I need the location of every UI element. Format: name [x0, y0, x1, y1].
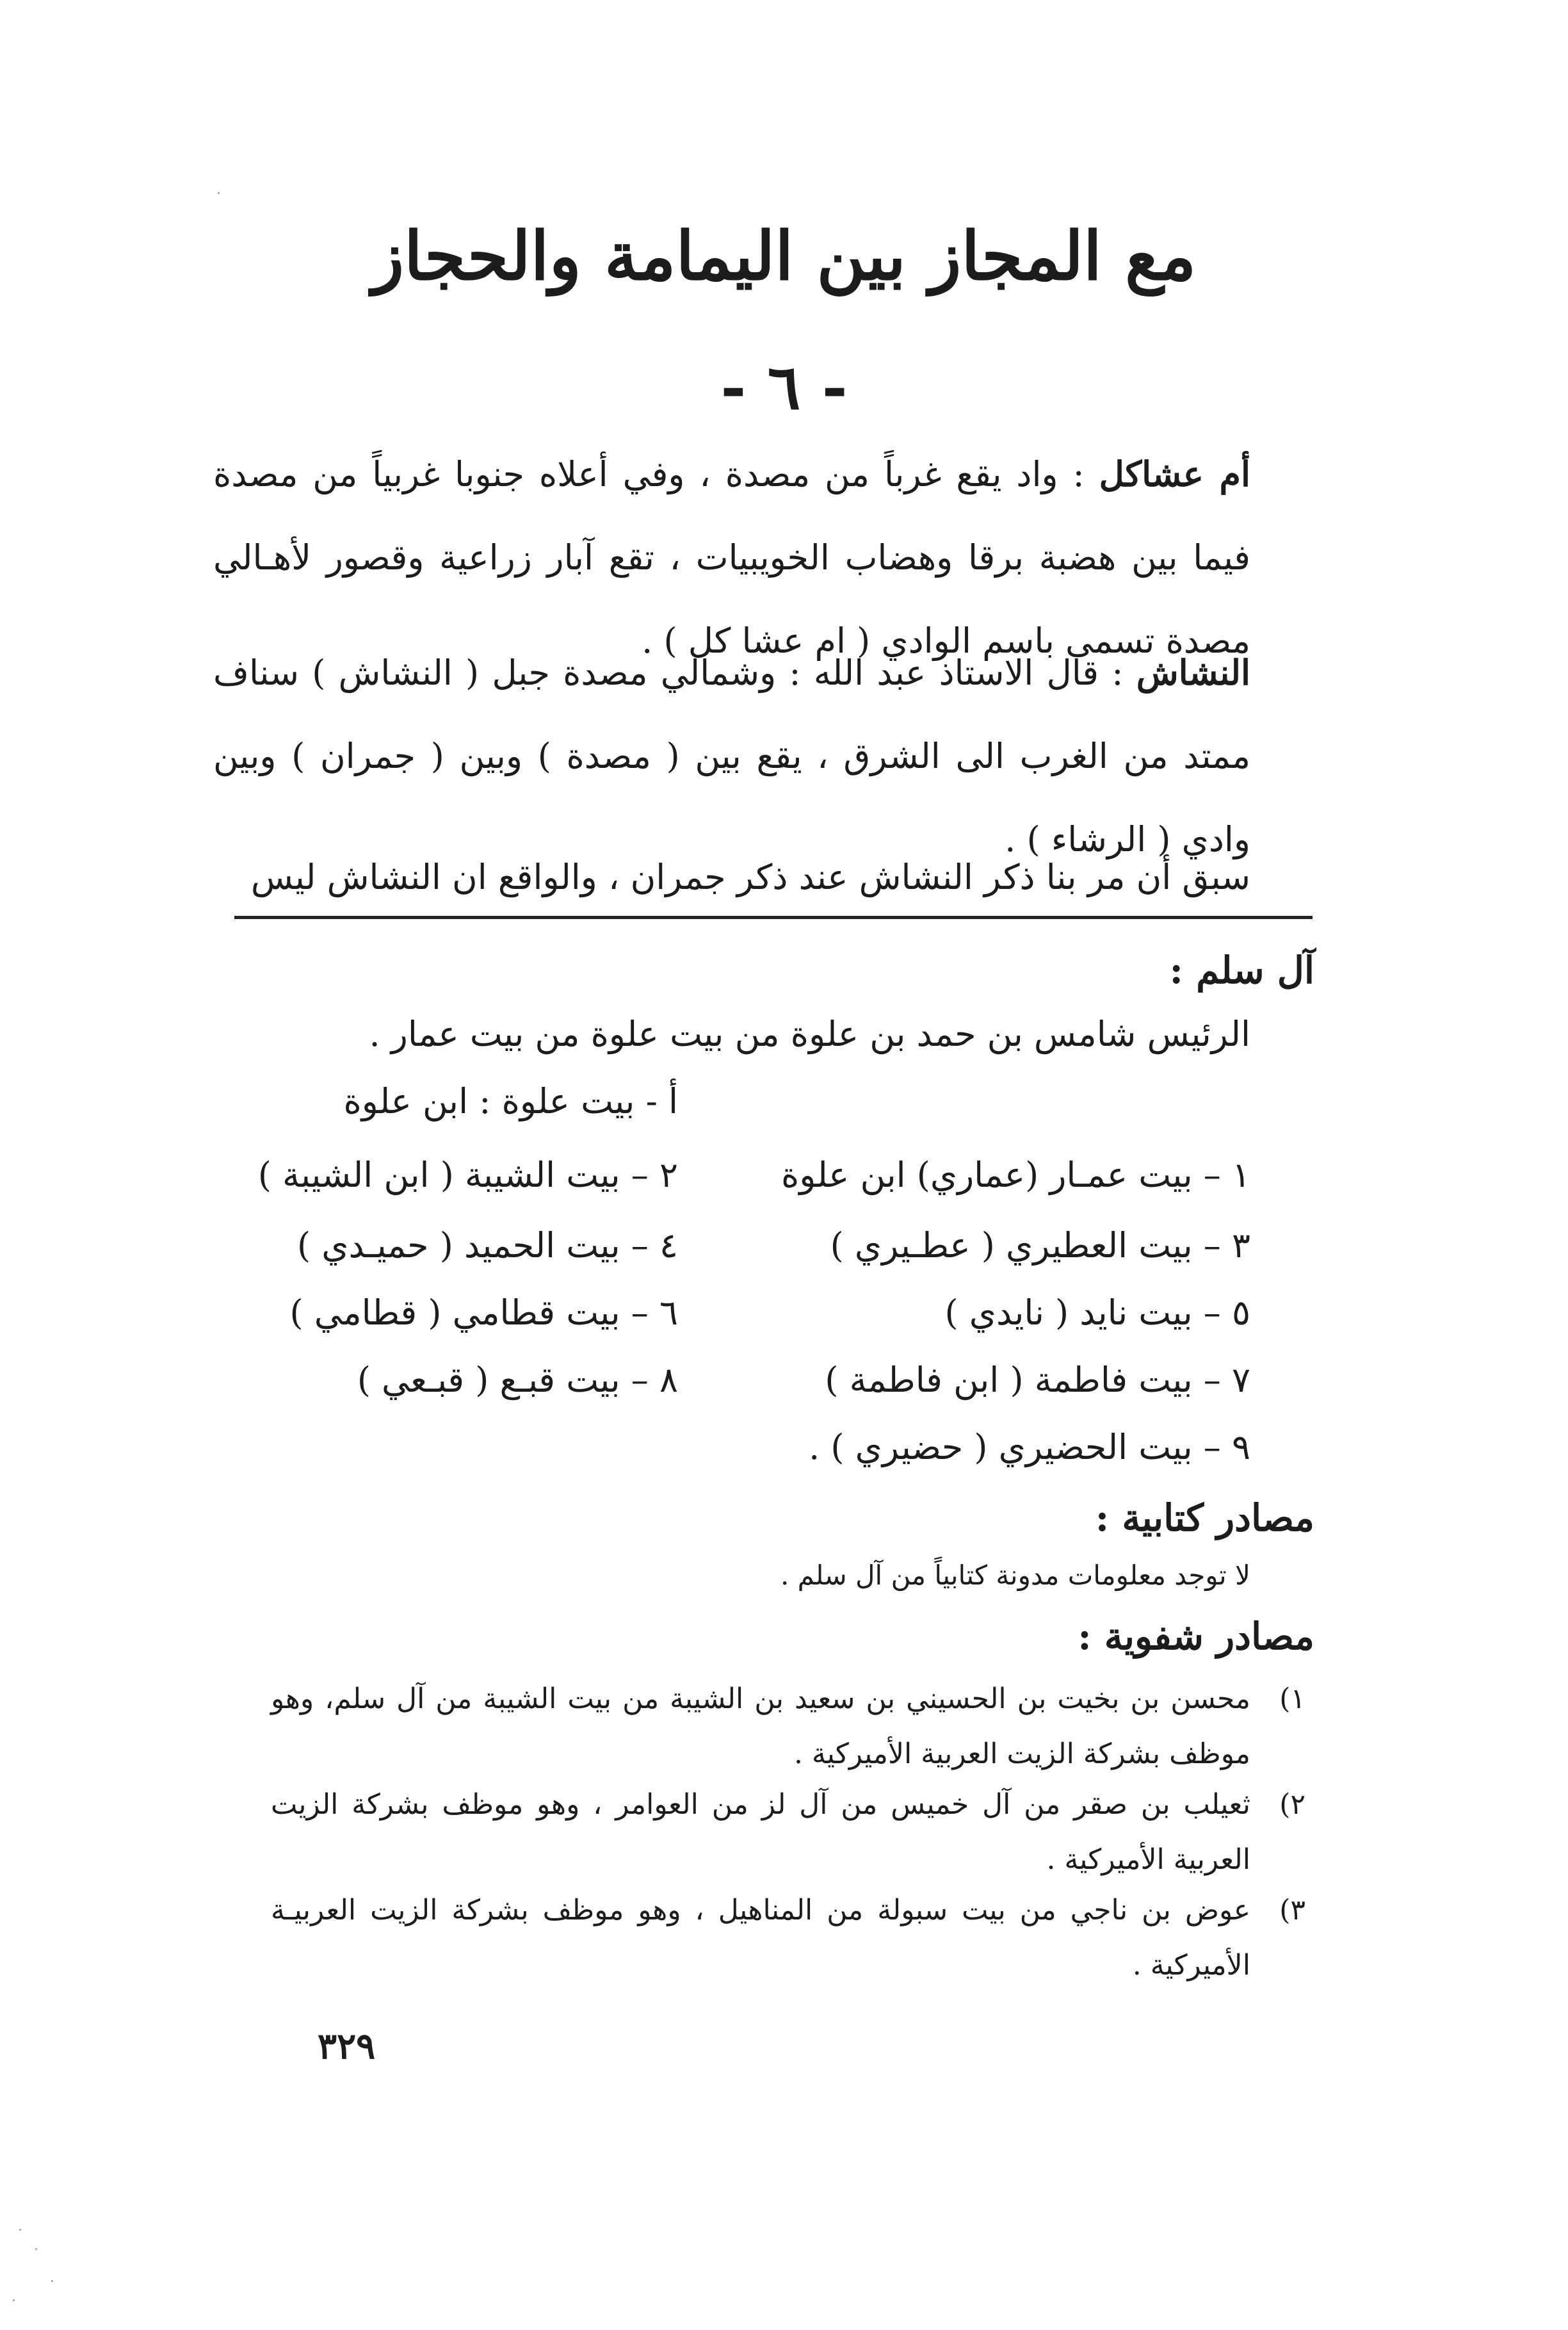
oral-source-number: ٣)	[1279, 1894, 1305, 1927]
entry-term: أم عشاكل	[1099, 453, 1250, 494]
footnote-heading: آل سلم :	[1169, 949, 1314, 992]
footnote-separator	[234, 916, 1313, 919]
written-sources-text: لا توجد معلومات مدونة كتابياً من آل سلم .	[780, 1560, 1250, 1591]
chapter-number: - ٦ -	[720, 351, 848, 423]
house-item: ١ – بيت عمـار (عماري) ابن علوة	[781, 1155, 1250, 1195]
footnote-subheading: أ - بيت علوة : ابن علوة	[343, 1081, 678, 1121]
page-number: ٣٢٩	[318, 2025, 376, 2067]
house-item: ٣ – بيت العطيري ( عطـيري )	[830, 1225, 1250, 1266]
oral-source-text: ثعيلب بن صقر من آل خميس من آل لز من العوامر ، وهو موظف بشركة الزيت العربية الأميركية .	[271, 1788, 1250, 1876]
house-item: ٤ – بيت الحميد ( حميـدي )	[296, 1225, 678, 1266]
scan-speck	[19, 2229, 21, 2231]
entry-text: : واد يقع غرباً من مصدة ، وفي أعلاه جنوبا غربياً من مصدة فيما بين هضبة برقا وهضاب الخويبيات ، تقع آبار زراعية وقصور لأهـالي مصدة تسمى باسم الوادي ( ام عشا كل ) .	[213, 454, 1250, 661]
entry-text: : قال الاستاذ عبد الله : وشمالي مصدة جبل ( النشاش ) سناف ممتد من الغرب الى الشرق ، يقع بين ( مصدة ) وبين ( جمران ) وبين وادي ( الرشاء ) .	[213, 653, 1250, 859]
oral-source-number: ٢)	[1279, 1788, 1305, 1821]
entry-continuation	[213, 836, 1250, 919]
house-item: ٢ – بيت الشيبة ( ابن الشيبة )	[257, 1155, 678, 1195]
scan-speck	[51, 2280, 53, 2282]
scan-speck	[35, 2248, 37, 2250]
house-item: ٨ – بيت قبـع ( قبـعي )	[357, 1360, 678, 1400]
footnote-intro: الرئيس شامس بن حمد بن علوة من بيت علوة من بيت عمار .	[369, 1014, 1250, 1054]
house-item: ٦ – بيت قطامي ( قطامي )	[289, 1292, 678, 1333]
oral-source-number: ١)	[1279, 1682, 1305, 1715]
page-title: مع المجاز بين اليمامة والحجاز	[371, 216, 1197, 295]
house-item: ٥ – بيت نايد ( نايدي )	[944, 1292, 1250, 1333]
scan-speck	[218, 192, 220, 194]
house-item: ٧ – بيت فاطمة ( ابن فاطمة )	[825, 1360, 1250, 1400]
oral-sources-heading: مصادر شفوية :	[1078, 1615, 1314, 1658]
house-item: ٩ – بيت الحضيري ( حضيري ) .	[809, 1427, 1250, 1467]
oral-source-text: محسن بن بخيت بن الحسيني بن سعيد بن الشيبة من بيت الشيبة من آل سلم، وهو موظف بشركة الزيت العربية الأميركية .	[271, 1682, 1250, 1770]
oral-source-text: عوض بن ناجي من بيت سبولة من المناهيل ، وهو موظف بشركة الزيت العربيـة الأميركية .	[271, 1894, 1250, 1982]
entry-term: النشاش	[1136, 652, 1250, 693]
scan-speck	[13, 2299, 15, 2301]
written-sources-heading: مصادر كتابية :	[1095, 1496, 1314, 1540]
entry-text: سبق أن مر بنا ذكر النشاش عند ذكر جمران ، والواقع ان النشاش ليس	[250, 857, 1250, 897]
